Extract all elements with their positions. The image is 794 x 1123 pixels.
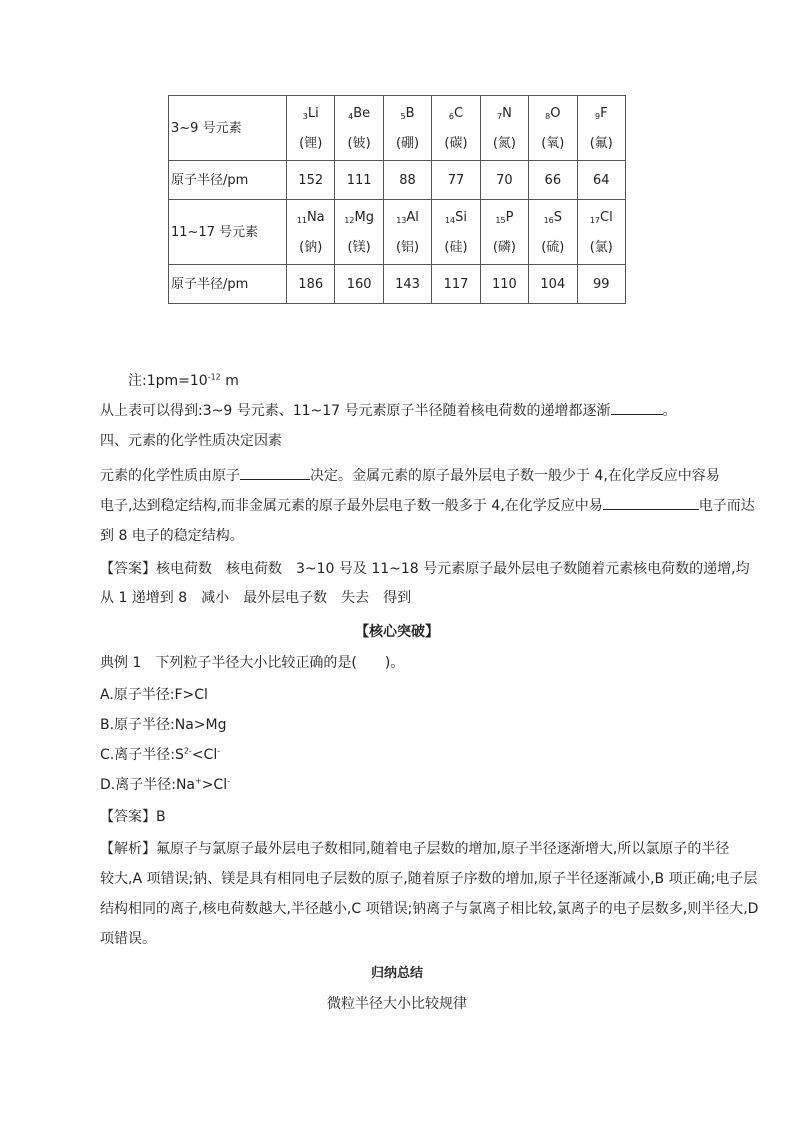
element-symbol (481, 211, 528, 225)
answer-blank[interactable] (611, 402, 663, 415)
atomic-number: 4 (348, 111, 354, 121)
option-d: D.离子半径:Na+>Cl- (100, 776, 230, 793)
element-cell (383, 200, 431, 265)
element-name: (硼) (395, 135, 420, 151)
symbol-text: P (505, 209, 514, 225)
element-name: (硫) (541, 239, 565, 255)
option-c: C.离子半径$:S^{2-}<Cl^-$ (100, 746, 221, 763)
element-cell (529, 200, 577, 265)
atomic-number: 16 (543, 215, 554, 225)
element-name: (氧) (541, 135, 565, 151)
element-cell (383, 96, 431, 161)
element-cell (335, 96, 383, 161)
element-symbol (335, 107, 382, 121)
atomic-radius-table (168, 95, 626, 304)
symbol-text: C (453, 105, 464, 121)
atomic-number: 6 (448, 111, 454, 121)
element-name: (硅) (444, 239, 468, 255)
element-cell (335, 200, 383, 265)
element-cell (529, 96, 577, 161)
radius-value: 64 (577, 161, 625, 200)
symbol-text: Si (455, 209, 467, 225)
radius-row (169, 161, 626, 200)
answer-line-1: 【答案】核电荷数 核电荷数 3~10 号及 11~18 号元素原子最外层电子数随着元素核电荷数的递增,均 (100, 561, 750, 577)
symbol-text: Li (307, 105, 319, 121)
radius-value: 186 (287, 265, 335, 304)
row-label: 3~9 号元素 (169, 96, 287, 161)
symbol-text: Mg (354, 209, 374, 225)
element-symbol (432, 107, 479, 121)
section-four-title: 四、元素的化学性质决定因素 (100, 433, 282, 449)
element-symbol (384, 211, 431, 225)
element-cell (480, 96, 528, 161)
radius-value: 99 (577, 265, 625, 304)
radius-value: 110 (480, 265, 528, 304)
conclusion-line: 从上表可以得到:3~9 号元素、11~17 号元素原子半径随着核电荷数的递增都逐渐 。 (100, 403, 677, 419)
analysis-line-3: 结构相同的离子,核电荷数越大,半径越小,C 项错误;钠离子与氯离子相比较,氯离子的电子层数多,则半径大,D (100, 901, 759, 917)
radius-value: 111 (335, 161, 383, 200)
symbol-text: F (600, 105, 608, 121)
element-symbol (287, 211, 334, 225)
analysis-line-4: 项错误。 (100, 931, 156, 947)
atomic-number: 17 (589, 215, 600, 225)
radius-row (169, 265, 626, 304)
radius-value: 143 (383, 265, 431, 304)
symbol-text: Cl (600, 209, 613, 225)
radius-value: 160 (335, 265, 383, 304)
element-name: (铝) (395, 239, 420, 255)
radius-value: 152 (287, 161, 335, 200)
analysis-line-1: 【解析】氟原子与氯原子最外层电子数相同,随着电子层数的增加,原子半径逐渐增大,所以氯原子的半径 (100, 841, 730, 857)
atomic-number: 12 (344, 215, 355, 225)
radius-value: 88 (383, 161, 431, 200)
summary-title: 归纳总结 (370, 966, 423, 981)
element-name: (碳) (444, 135, 468, 151)
element-cell (432, 96, 480, 161)
atomic-number: 9 (594, 111, 601, 121)
analysis-line-2: 较大,A 项错误;钠、镁是具有相同电子层数的原子,随着原子序数的增加,原子半径逐渐减小,B 项正确;电子层 (100, 871, 758, 887)
element-symbol (287, 107, 334, 121)
element-cell (432, 200, 480, 265)
radius-value: 104 (529, 265, 577, 304)
element-row (169, 200, 626, 265)
example-question: 典例 1 下列粒子半径大小比较正确的是( )。 (100, 655, 405, 671)
answer-blank[interactable] (603, 497, 699, 510)
row-label: 11~17 号元素 (169, 200, 287, 265)
atomic-number: 5 (400, 111, 406, 121)
atomic-number: 8 (545, 111, 551, 121)
atomic-number: 15 (495, 215, 506, 225)
element-cell (577, 96, 625, 161)
element-cell (287, 200, 335, 265)
answer-b: 【答案】B (100, 809, 166, 825)
element-name: (氮) (492, 135, 516, 151)
element-cell (480, 200, 528, 265)
atomic-number: 11 (296, 215, 307, 225)
atomic-number: 7 (496, 111, 503, 121)
element-name: (铍) (347, 135, 371, 151)
symbol-text: S (553, 209, 563, 225)
symbol-text: Na (306, 209, 325, 225)
paragraph-line-3: 到 8 电子的稳定结构。 (100, 528, 244, 544)
element-symbol (578, 211, 625, 225)
core-breakthrough-title: 【核心突破】 (355, 624, 439, 640)
answer-blank[interactable] (240, 467, 310, 480)
element-name: (氟) (589, 135, 613, 151)
unit-note: 注$:1pm=10^{-12}$ m (128, 372, 239, 389)
atomic-number: 3 (302, 111, 308, 121)
element-name: (镁) (347, 239, 371, 255)
radius-value: 66 (529, 161, 577, 200)
element-symbol (481, 107, 528, 121)
element-symbol (384, 107, 431, 121)
symbol-text: Al (406, 209, 419, 225)
element-symbol (335, 211, 382, 225)
symbol-text: Be (353, 105, 371, 121)
element-name: (氯) (589, 239, 613, 255)
element-symbol (578, 107, 625, 121)
row-label: 原子半径/pm (169, 161, 287, 200)
option-b: B.原子半径:Na>Mg (100, 717, 227, 733)
element-symbol (432, 211, 479, 225)
element-symbol (529, 107, 576, 121)
element-name: (磷) (492, 239, 516, 255)
radius-value: 70 (480, 161, 528, 200)
paragraph-line-2: 电子,达到稳定结构,而非金属元素的原子最外层电子数一般多于 4,在化学反应中易 电子而达 (100, 498, 755, 514)
element-cell (577, 200, 625, 265)
element-name: (钠) (299, 239, 323, 255)
row-label: 原子半径/pm (169, 265, 287, 304)
element-cell (287, 96, 335, 161)
radius-value: 77 (432, 161, 480, 200)
option-a: A.原子半径:F>Cl (100, 687, 208, 703)
atomic-number: 14 (444, 215, 456, 225)
element-name: (锂) (299, 135, 323, 151)
element-row (169, 96, 626, 161)
atomic-number: 13 (396, 215, 407, 225)
paragraph-line-1: 元素的化学性质由原子 决定。金属元素的原子最外层电子数一般少于 4,在化学反应中容易 (100, 468, 720, 484)
symbol-text: B (405, 105, 415, 121)
symbol-text: N (502, 105, 512, 121)
symbol-text: O (550, 105, 561, 121)
radius-value: 117 (432, 265, 480, 304)
answer-line-2: 从 1 递增到 8 减小 最外层电子数 失去 得到 (100, 590, 412, 606)
summary-subtitle: 微粒半径大小比较规律 (327, 996, 467, 1012)
element-symbol (529, 211, 576, 225)
